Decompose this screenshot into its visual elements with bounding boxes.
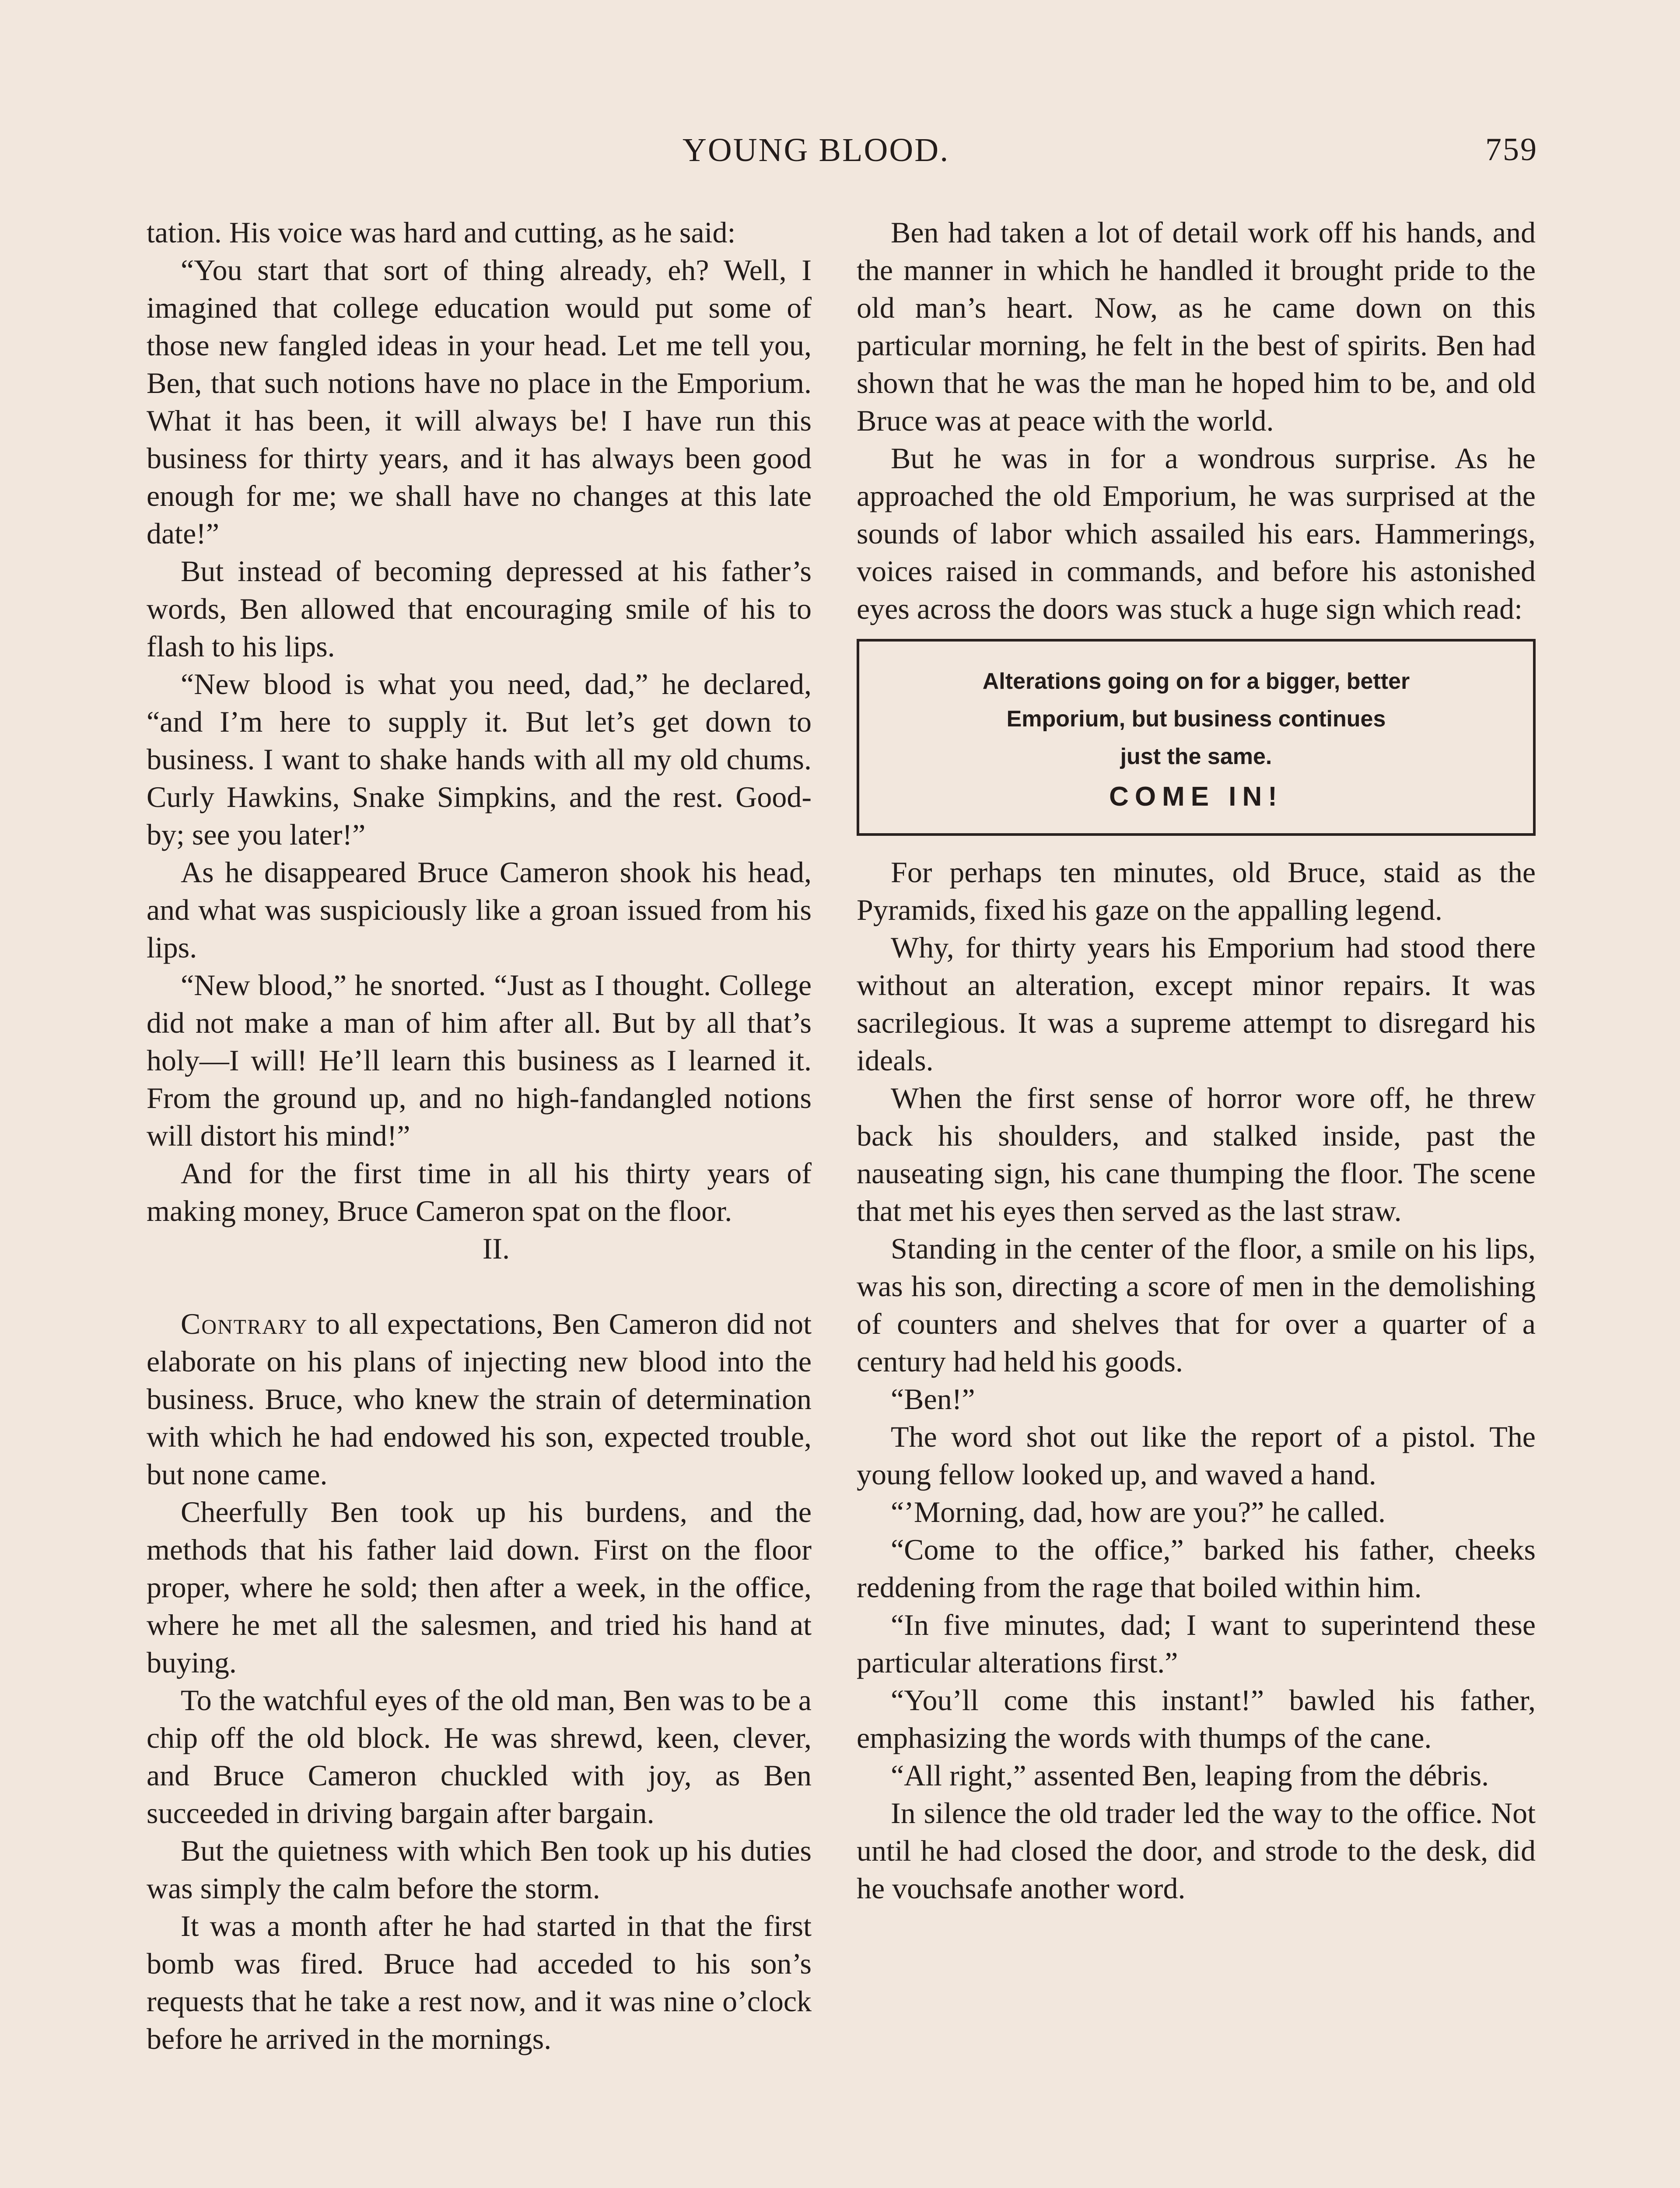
sign-line: Emporium, but business continues — [1006, 706, 1386, 732]
paragraph: tation. His voice was hard and cutting, as he said: — [147, 216, 736, 249]
paragraph: As he disappeared Bruce Cameron shook his head, and what was suspiciously like a groan issued from his lips. — [147, 856, 812, 964]
page-number: 759 — [1485, 132, 1538, 168]
paragraph: To the watchful eyes of the old man, Ben was to be a chip off the old block. He was shrewd, keen, clever, and Bruce Cameron chuckled with joy, as Ben succeeded in driving bargain after bargain. — [147, 1683, 812, 1830]
left-column — [147, 214, 812, 2058]
paragraph: Standing in the center of the floor, a smile on his lips, was his son, directing a score of men in the demolishing of counters and shelves that for over a quarter of a century had held his goods. — [857, 1232, 1536, 1378]
paragraph: But the quietness with which Ben took up his duties was simply the calm before the storm. — [147, 1834, 812, 1905]
running-title: YOUNG BLOOD. — [682, 132, 950, 168]
paragraph: Why, for thirty years his Emporium had stood there without an alteration, except minor repairs. It was sacrilegious. It was a supreme attempt to disregard his ideals. — [857, 931, 1536, 1077]
running-head — [0, 131, 1680, 175]
paragraph: “You start that sort of thing already, eh? Well, I imagined that college education would put some of those new fangled ideas in your head. Let me tell you, Ben, that such notions have no place in the Emporium. What it has been, it will always be! I have run this business for thirty years, and it has always been good enough for me; we shall have no changes at this late date!” — [147, 253, 812, 550]
paragraph: “New blood,” he snorted. “Just as I thought. College did not make a man of him after all. But by all that’s holy—I will! He’ll learn this business as I learned it. From the ground up, and no high-fandangled notions will distort his mind!” — [147, 968, 812, 1152]
right-column — [857, 214, 1536, 1907]
paragraph: Ben had taken a lot of detail work off his hands, and the manner in which he handled it brought pride to the old man’s heart. Now, as he came down on this particular morning, he felt in the best of spirits. Ben had shown that he was the man he hoped him to be, and old Bruce was at peace with the world. — [857, 216, 1536, 437]
section-spacer — [147, 1267, 812, 1305]
paragraph: The word shot out like the report of a pistol. The young fellow looked up, and waved a hand. — [857, 1420, 1536, 1491]
paragraph: “In five minutes, dad; I want to superintend these particular alterations first.” — [857, 1608, 1536, 1679]
lead-in-small-caps: Contrary — [181, 1307, 308, 1340]
paragraph: In silence the old trader led the way to the office. Not until he had closed the door, and strode to the desk, did he vouchsafe another word. — [857, 1796, 1536, 1905]
section-number: II. — [482, 1232, 510, 1265]
paragraph: Cheerfully Ben took up his burdens, and the methods that his father laid down. First on the floor proper, where he sold; then after a week, in the office, where he met all the salesmen, and tried his hand at buying. — [147, 1495, 812, 1679]
sign-box — [857, 639, 1536, 836]
paragraph: “’Morning, dad, how are you?” he called. — [891, 1495, 1386, 1529]
paragraph: “Ben!” — [891, 1382, 975, 1416]
sign-line: Alterations going on for a bigger, better — [982, 669, 1410, 694]
sign-call: COME IN! — [1109, 782, 1283, 812]
paragraph: But he was in for a wondrous surprise. As he approached the old Emporium, he was surprised at the sounds of labor which assailed his ears. Hammerings, voices raised in commands, and before his astonished eyes across the doors was stuck a huge sign which read: — [857, 442, 1536, 625]
paragraph-text: to all expectations, Ben Cameron did not elaborate on his plans of injecting new blood into the business. Bruce, who knew the strain of determination with which he had endowed his son, expected trouble, but none came. — [147, 1307, 812, 1491]
paragraph: But instead of becoming depressed at his father’s words, Ben allowed that encouraging smile of his to flash to his lips. — [147, 554, 812, 663]
paragraph: “All right,” assented Ben, leaping from the débris. — [891, 1759, 1489, 1792]
paragraph: It was a month after he had started in that the first bomb was fired. Bruce had acceded to his son’s requests that he take a rest now, and it was nine o’clock before he arrived in the mornings. — [147, 1909, 812, 2055]
paragraph: “You’ll come this instant!” bawled his father, emphasizing the words with thumps of the cane. — [857, 1683, 1536, 1754]
sign-line: just the same. — [1120, 744, 1272, 769]
paragraph — [147, 1305, 812, 1493]
paragraph: And for the first time in all his thirty years of making money, Bruce Cameron spat on the floor. — [147, 1157, 812, 1227]
paragraph: For perhaps ten minutes, old Bruce, staid as the Pyramids, fixed his gaze on the appalling legend. — [857, 856, 1536, 926]
paragraph: “Come to the office,” barked his father, cheeks reddening from the rage that boiled within him. — [857, 1533, 1536, 1604]
paragraph: “New blood is what you need, dad,” he declared, “and I’m here to supply it. But let’s get down to business. I want to shake hands with all my old chums. Curly Hawkins, Snake Simpkins, and the rest. Good-by; see you later!” — [147, 667, 812, 851]
paragraph: When the first sense of horror wore off, he threw back his shoulders, and stalked inside, past the nauseating sign, his cane thumping the floor. The scene that met his eyes then served as the last straw. — [857, 1081, 1536, 1227]
